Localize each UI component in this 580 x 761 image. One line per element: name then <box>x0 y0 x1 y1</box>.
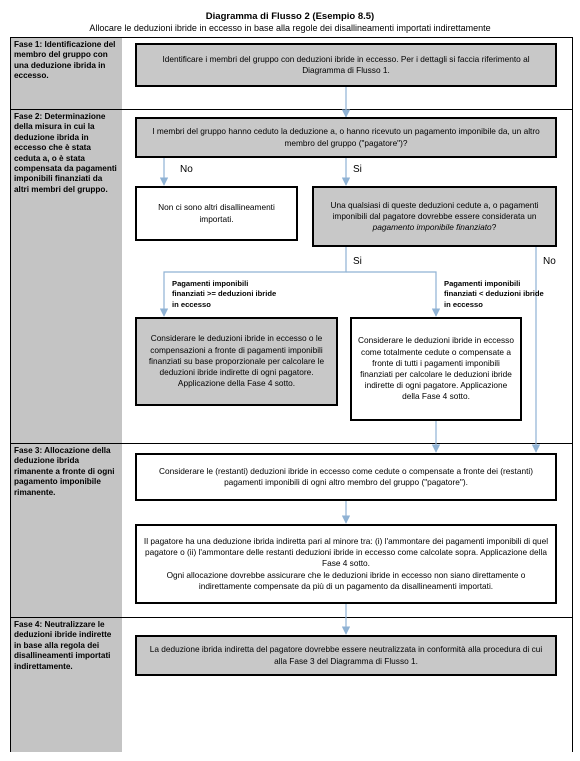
phase-3-label: Fase 3: Allocazione della deduzione ibrida rimanente a fronte di ogni pagamento imponibile rimanente. <box>14 446 115 497</box>
diagram-title: Diagramma di Flusso 2 (Esempio 8.5) <box>205 11 375 22</box>
box-payer-indirect-deduction <box>135 524 557 604</box>
box-total-allocation: Considerare le deduzioni ibride in eccesso come totalmente cedute o compensate a fronte di tutti i pagamenti imponibili finanziati per calcolare le deduzioni ibride indirette di ogni pagatore. Applicazione della Fase 4 sotto. <box>350 317 522 421</box>
diagram-subtitle: Allocare le deduzioni ibride in eccesso in base alla regole dei disallineamenti importati indirettamente <box>89 23 491 33</box>
box-question-ceded: I membri del gruppo hanno ceduto la deduzione a, o hanno ricevuto un pagamento imponibile da, un altro membro del gruppo ("pagatore")? <box>135 117 557 158</box>
box-remaining-allocation: Considerare le (restanti) deduzioni ibride in eccesso come cedute o compensate a fronte dei (restanti) pagamenti imponibili di ogni altro membro del gruppo ("pagatore"). <box>135 453 557 501</box>
label-no-1: No <box>180 164 193 175</box>
phase-1-label: Fase 1: Identificazione del membro del gruppo con una deduzione ibrida in eccesso. <box>14 40 116 81</box>
question-funded-mark: ? <box>491 222 497 233</box>
box-no-other-mismatches: Non ci sono altri disallineamenti importati. <box>135 186 298 241</box>
box-neutralize: La deduzione ibrida indiretta del pagatore dovrebbe essere neutralizzata in conformità alla procedura di cui alla Fase 3 del Diagramma di Flusso 1. <box>135 635 557 676</box>
box-proportional-allocation: Considerare le deduzioni ibride in eccesso o le compensazioni a fronte di pagamenti imponibili finanziati su base proporzionale per calcolare le deduzioni ibride indirette di ogni pagatore. Applicazione della Fase 4 sotto. <box>135 317 338 406</box>
question-funded-emphasis: pagamento imponibile finanziato <box>372 222 492 233</box>
payer-allocation-text: Ogni allocazione dovrebbe assicurare che le deduzioni ibride in eccesso non siano direttamente o indirettamente compensate da più di un pagamento da disallineamenti importati. <box>166 569 526 591</box>
label-no-2: No <box>543 256 556 267</box>
phase-4-label: Fase 4: Neutralizzare le deduzioni ibride indirette in base alla regola dei disallineamenti importati indirettamente. <box>14 620 112 671</box>
phase-2-label: Fase 2: Determinazione della misura in cui la deduzione ibrida in eccesso che è stata ceduta a, o è stata compensata da pagamenti imponibili finanziati da altri membri del gruppo. <box>14 112 117 194</box>
payer-rule-text: Il pagatore ha una deduzione ibrida indiretta pari al minore tra: (i) l'ammontare dei pagamenti imponibili di quel pagatore o (ii) l'ammontare delle restanti deduzioni ibride in eccesso come calcolate sopra. Applicazione della Fase 4 sotto. <box>143 535 549 569</box>
label-condition-less: Pagamenti imponibili finanziati < deduzioni ibride in eccesso <box>444 279 544 309</box>
box-question-funded <box>312 186 557 247</box>
label-si-2: Si <box>353 256 362 267</box>
label-condition-greater-equal: Pagamenti imponibili finanziati >= deduzioni ibride in eccesso <box>172 279 277 309</box>
arrow-lt-branch <box>346 272 436 316</box>
box-identify-members: Identificare i membri del gruppo con deduzioni ibride in eccesso. Per i dettagli si faccia riferimento al Diagramma di Flusso 1. <box>135 43 557 87</box>
question-funded-text: Una qualsiasi di queste deduzioni cedute a, o pagamenti imponibili dal pagatore dovrebbe essere considerata un <box>330 199 539 221</box>
label-si-1: Si <box>353 164 362 175</box>
